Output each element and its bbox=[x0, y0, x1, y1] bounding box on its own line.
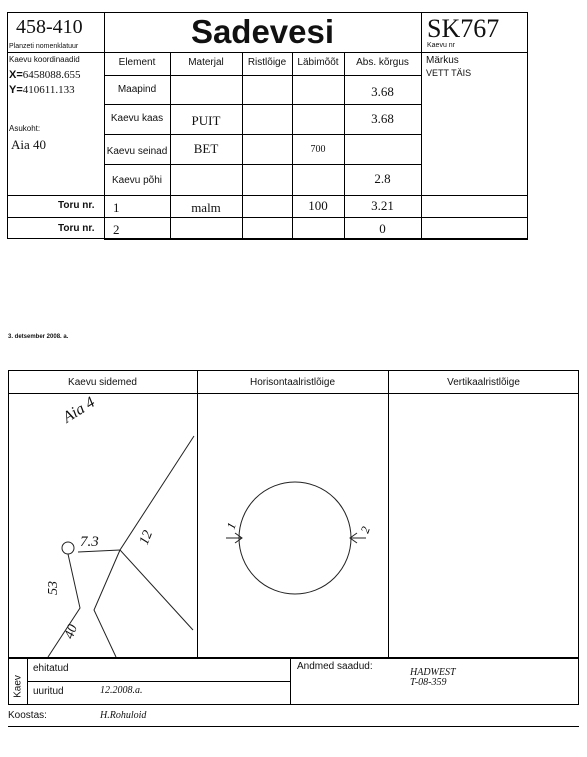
column-header-diameter: Läbimõõt bbox=[297, 57, 339, 68]
location-value: Aia 40 bbox=[11, 137, 47, 152]
kaev-label: Kaev bbox=[12, 675, 24, 698]
column-header-element: Element bbox=[118, 57, 156, 68]
x-label: X= bbox=[9, 69, 23, 81]
y-label: Y= bbox=[9, 84, 23, 96]
data-source-label: Andmed saadud: bbox=[297, 661, 373, 672]
divider bbox=[104, 239, 528, 240]
pipe-marker: 2 bbox=[357, 524, 373, 536]
sketch-label: Aia 4 bbox=[60, 393, 99, 427]
table-row-element: Kaevu kaas bbox=[110, 113, 164, 124]
table-row-height: 2.8 bbox=[374, 171, 391, 186]
y-value: 410611.133 bbox=[22, 84, 75, 96]
pipe-line bbox=[48, 554, 80, 657]
col-title-connections: Kaevu sidemed bbox=[68, 377, 137, 388]
sketch-label: 7.3 bbox=[80, 534, 99, 550]
well-id: SK767 bbox=[427, 14, 500, 43]
well-circle bbox=[239, 482, 351, 594]
location-label: Asukoht: bbox=[9, 124, 41, 133]
sketch-label: 40 bbox=[62, 622, 81, 641]
well-id-caption: Kaevu nr bbox=[427, 42, 456, 49]
divider bbox=[242, 52, 243, 239]
date-line: 3. detsember 2008. a. bbox=[8, 334, 69, 340]
x-value: 6458088.655 bbox=[22, 69, 81, 81]
pipe-line bbox=[94, 550, 120, 657]
divider bbox=[104, 134, 421, 135]
pipe-arrow bbox=[350, 533, 366, 543]
remarks-value: VETT TÄIS bbox=[426, 68, 472, 78]
built-label: ehitatud bbox=[33, 663, 69, 674]
pipe-material: malm bbox=[191, 200, 221, 215]
column-header-material: Materjal bbox=[188, 57, 224, 68]
pipe-marker: 1 bbox=[223, 520, 239, 532]
well-marker bbox=[62, 542, 74, 554]
pipe-height: 3.21 bbox=[371, 198, 394, 213]
horizontal-section-sketch bbox=[198, 394, 388, 657]
pipe-number: 1 bbox=[113, 200, 120, 215]
table-row-material: BET bbox=[193, 141, 219, 156]
table-row-height: 3.68 bbox=[371, 84, 394, 99]
divider bbox=[27, 681, 290, 682]
divider bbox=[8, 726, 579, 727]
pipe-number: 2 bbox=[113, 222, 120, 237]
column-header-height: Abs. kõrgus bbox=[356, 57, 409, 68]
page-title: Sadevesi bbox=[190, 13, 335, 50]
table-row-height: 3.68 bbox=[371, 111, 394, 126]
table-row-diameter: 700 bbox=[310, 144, 326, 155]
divider bbox=[7, 195, 528, 196]
divider bbox=[421, 12, 422, 239]
data-source-ref: T-08-359 bbox=[410, 677, 447, 688]
surveyed-value: 12.2008.a. bbox=[100, 685, 143, 696]
connections-sketch bbox=[8, 394, 197, 657]
author-value: H.Rohuloid bbox=[100, 710, 147, 721]
sketch-label: 53 bbox=[46, 581, 61, 595]
x-coordinate bbox=[9, 69, 81, 81]
divider bbox=[290, 658, 291, 705]
pipe-label: Toru nr. bbox=[58, 223, 95, 234]
divider bbox=[388, 370, 389, 658]
divider bbox=[104, 104, 421, 105]
coords-label: Kaevu koordinaadid bbox=[9, 55, 80, 64]
sheet-caption: Planzeti nomenklatuur bbox=[9, 43, 79, 50]
sheet-number: 458-410 bbox=[16, 16, 83, 38]
y-coordinate bbox=[9, 84, 75, 96]
sketch-label: 12 bbox=[136, 528, 157, 548]
pipe-diameter: 100 bbox=[308, 198, 328, 213]
table-row-element: Kaevu seinad bbox=[106, 146, 168, 157]
surveyed-label: uuritud bbox=[33, 686, 64, 697]
divider bbox=[104, 75, 421, 76]
col-title-horizontal-section: Horisontaalristlõige bbox=[249, 377, 336, 388]
data-source-value: HADWEST bbox=[410, 667, 456, 678]
pipe-height: 0 bbox=[379, 221, 386, 236]
divider bbox=[104, 164, 421, 165]
pipe-line bbox=[120, 436, 194, 630]
column-header-section: Ristlõige bbox=[247, 57, 287, 68]
table-row-element: Kaevu põhi bbox=[111, 175, 163, 186]
author-label: Koostas: bbox=[8, 710, 47, 721]
col-title-vertical-section: Vertikaalristlõige bbox=[447, 377, 520, 388]
table-row-material: PUIT bbox=[191, 113, 221, 128]
divider bbox=[7, 52, 528, 53]
divider bbox=[7, 217, 528, 218]
pipe-label: Toru nr. bbox=[58, 200, 95, 211]
table-row-element: Maapind bbox=[117, 84, 157, 95]
remarks-label: Märkus bbox=[426, 55, 459, 66]
